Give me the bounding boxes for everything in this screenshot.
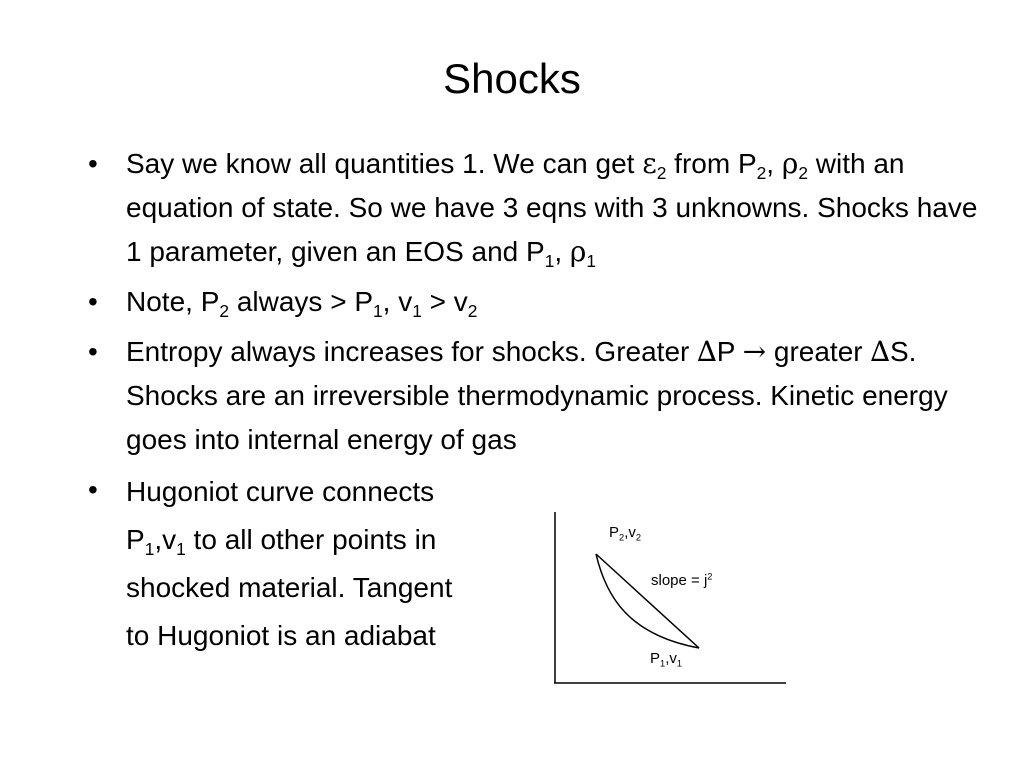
- text-run: P: [650, 650, 661, 667]
- bullet-item-3: [88, 330, 988, 462]
- text-run: from P: [666, 148, 757, 179]
- symbol: ρ: [569, 235, 587, 268]
- text-run: P: [609, 524, 620, 541]
- subscript: 2: [656, 163, 667, 184]
- subscript: 2: [756, 163, 767, 184]
- text-run: slope = j: [651, 572, 708, 589]
- text-run: ,v: [624, 524, 636, 541]
- text-run: greater: [766, 336, 871, 367]
- text-run: , v: [382, 286, 413, 317]
- symbol: ∆: [870, 335, 890, 368]
- text-run: Note, P: [126, 286, 220, 317]
- subscript: 2: [635, 532, 642, 543]
- text-run: always > P: [229, 286, 373, 317]
- subscript: 1: [144, 539, 155, 560]
- subscript: 1: [676, 658, 683, 669]
- subscript: 2: [467, 301, 478, 322]
- text-run: > v: [421, 286, 468, 317]
- text-run: ,v: [665, 650, 677, 667]
- subscript: 1: [586, 251, 597, 272]
- label-p2-v2: [609, 524, 641, 542]
- text-run: Say we know all quantities 1. We can get: [126, 148, 643, 179]
- symbol: ∆: [697, 335, 717, 368]
- bullet-marker: •: [88, 474, 98, 505]
- superscript: 2: [707, 571, 713, 582]
- subscript: 1: [544, 251, 555, 272]
- text-run: shocked material. Tangent: [126, 572, 453, 603]
- symbol: ρ: [781, 147, 799, 180]
- bullet-list: [88, 142, 988, 669]
- bullet-text: [126, 142, 988, 274]
- rayleigh-line: [596, 554, 699, 648]
- bullet-item-4: [88, 468, 988, 660]
- text-run: Entropy always increases for shocks. Greater: [126, 336, 698, 367]
- text-run: to all other points in: [185, 524, 437, 555]
- text-run: P: [716, 336, 743, 367]
- label-p1-v1: [650, 650, 682, 668]
- text-run: ,v: [154, 524, 177, 555]
- symbol: →: [742, 335, 767, 368]
- bullet-text: [126, 330, 988, 462]
- text-run: Hugoniot curve connects: [126, 476, 435, 507]
- hugoniot-graph: [554, 512, 786, 684]
- text-run: P: [126, 524, 145, 555]
- slide-title: Shocks: [443, 55, 581, 102]
- text-run: ,: [554, 236, 570, 267]
- bullet-marker: •: [88, 336, 98, 367]
- subscript: 2: [219, 301, 230, 322]
- bullet-text: [126, 280, 988, 324]
- bullet-marker: •: [88, 148, 98, 179]
- subscript: 2: [798, 163, 808, 184]
- bullet-item-1: [88, 142, 988, 274]
- bullet-marker: •: [88, 286, 98, 317]
- symbol: ε: [642, 147, 657, 180]
- bullet-line: [126, 468, 988, 516]
- text-run: ,: [766, 148, 782, 179]
- subscript: 2: [619, 532, 625, 543]
- subscript: 1: [412, 301, 422, 322]
- label-slope: [651, 572, 712, 590]
- bullet-item-2: [88, 280, 988, 324]
- subscript: 1: [373, 301, 383, 322]
- text-run: S. Shocks are an irreversible thermodynamic process. Kinetic energy goes into internal energy of gas: [126, 336, 948, 455]
- subscript: 1: [660, 658, 666, 669]
- text-run: to Hugoniot is an adiabat: [126, 620, 436, 651]
- text-run: with an equation of state. So we have 3 eqns with 3 unknowns. Shocks have 1 parameter, given an EOS and P: [126, 148, 978, 267]
- subscript: 1: [176, 539, 186, 560]
